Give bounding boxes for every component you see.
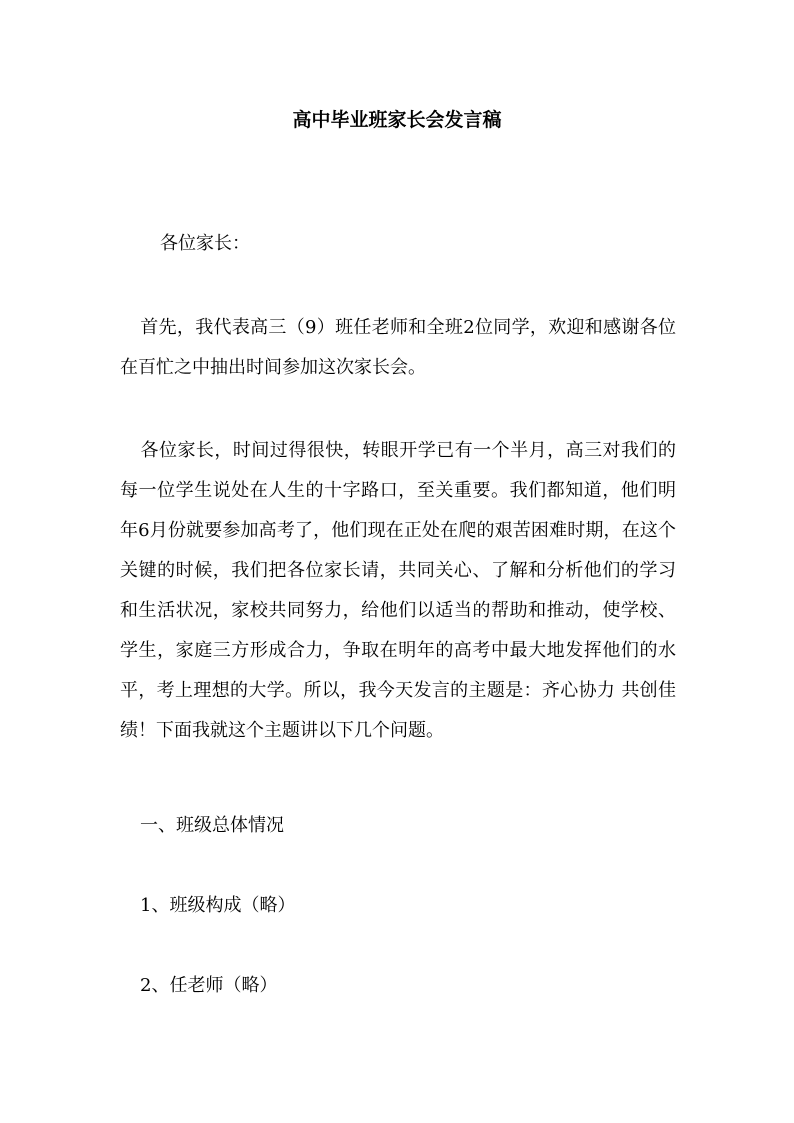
section-heading: 一、班级总体情况 <box>140 815 284 836</box>
paragraph-welcome-text: 首先，我代表高三（9）班任老师和全班2位同学，欢迎和感谢各位在百忙之中抽出时间参加这次家长会。 <box>120 317 676 378</box>
paragraph-welcome <box>120 308 676 388</box>
salutation: 各位家长： <box>160 233 250 254</box>
document-title: 高中毕业班家长会发言稿 <box>292 109 502 131</box>
paragraph-main-theme-text: 各位家长，时间过得很快，转眼开学已有一个半月，高三对我们的每一位学生说处在人生的十字路口，至关重要。我们都知道，他们明年6月份就要参加高考了，他们现在正处在爬的艰苦困难时期，在这个关键的时候，我们把各位家长请，共同关心、了解和分析他们的学习和生活状况，家校共同努力，给他们以适当的帮助和推动，使学校、学生，家庭三方形成合力，争取在明年的高考中最大地发挥他们的水平，考上理想的大学。所以，我今天发言的主题是：齐心协力 共创佳绩！下面我就这个主题讲以下几个问题。 <box>120 440 676 741</box>
subsection-teachers: 2、任老师（略） <box>140 975 278 996</box>
subsection-class-composition: 1、班级构成（略） <box>140 895 296 916</box>
paragraph-main-theme <box>120 431 676 751</box>
